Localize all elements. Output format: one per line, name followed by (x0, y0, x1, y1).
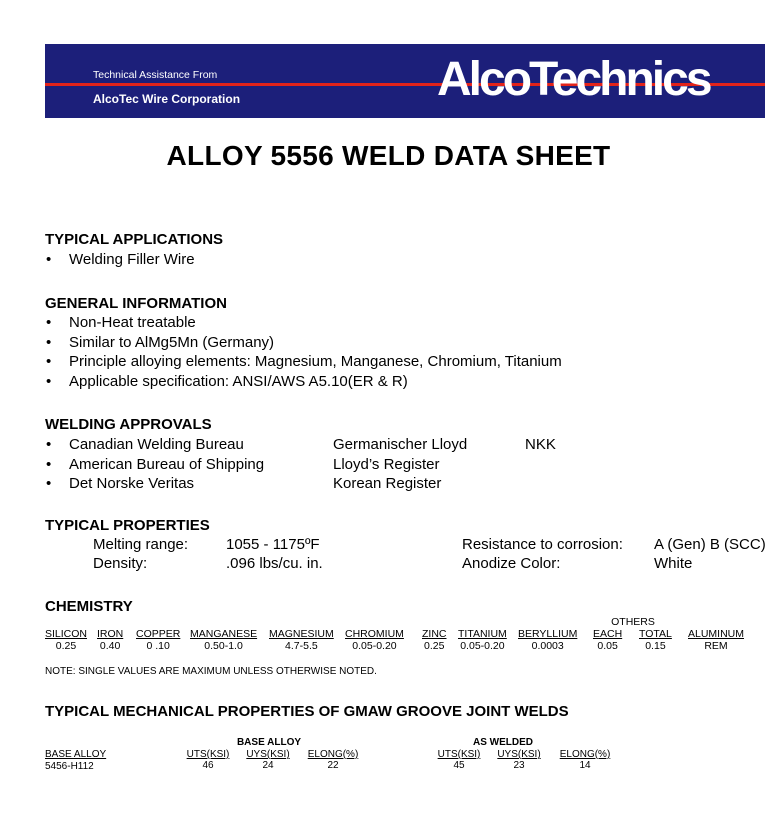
list-item: Germanischer Lloyd (333, 436, 468, 453)
list-item: • Non-Heat treatable (45, 313, 562, 333)
general-information-list (45, 313, 562, 391)
melting-range-value: 1055 - 1175ºF (226, 536, 320, 553)
list-item: • Similar to AlMg5Mn (Germany) (45, 333, 562, 353)
alcotechnics-logo: AlcoTechnics (437, 53, 710, 106)
base-uys: UYS(KSI) 24 (246, 749, 290, 771)
general-information-heading: GENERAL INFORMATION (45, 295, 227, 312)
chemistry-column-iron: IRON 0.40 (97, 628, 124, 652)
list-item: • Welding Filler Wire (45, 250, 195, 270)
base-alloy-value: 5456-H112 (45, 761, 94, 772)
typical-properties-heading: TYPICAL PROPERTIES (45, 517, 210, 534)
list-item: Korean Register (333, 475, 442, 492)
base-alloy-header: BASE ALLOY (45, 749, 107, 760)
list-item: Lloyd’s Register (333, 455, 440, 473)
chemistry-note: NOTE: SINGLE VALUES ARE MAXIMUM UNLESS OTHERWISE NOTED. (45, 666, 377, 677)
density-label: Density: (93, 555, 148, 572)
list-item: • American Bureau of Shipping (45, 455, 264, 475)
chemistry-column-beryllium: BERYLLIUM 0.0003 (518, 628, 578, 652)
list-item: NKK (525, 436, 556, 453)
base-alloy-group-label: BASE ALLOY (236, 737, 302, 748)
chemistry-column-each: EACH 0.05 (593, 628, 623, 652)
chemistry-column-magnesium: MAGNESIUM 4.7-5.5 (269, 628, 334, 652)
chemistry-column-copper: COPPER 0 .10 (136, 628, 181, 652)
header-banner (45, 44, 765, 118)
list-item: • Canadian Welding Bureau (45, 435, 264, 455)
chemistry-column-aluminum: ALUMINUM REM (688, 628, 745, 652)
chemistry-heading: CHEMISTRY (45, 598, 133, 615)
anodize-value: White (654, 555, 693, 572)
banner-tagline: Technical Assistance From (93, 69, 218, 81)
chemistry-column-total: TOTAL 0.15 (639, 628, 672, 652)
welded-uts: UTS(KSI) 45 (437, 749, 481, 771)
welding-approvals-list (45, 435, 264, 494)
corrosion-label: Resistance to corrosion: (462, 536, 623, 553)
anodize-label: Anodize Color: (462, 555, 561, 572)
typical-applications-heading: TYPICAL APPLICATIONS (45, 231, 224, 248)
list-item: • Principle alloying elements: Magnesium, Manganese, Chromium, Titanium (45, 352, 562, 372)
welded-elong: ELONG(%) 14 (559, 749, 611, 771)
page-title: ALLOY 5556 WELD DATA SHEET (166, 140, 611, 171)
base-elong: ELONG(%) 22 (307, 749, 359, 771)
banner-company: AlcoTec Wire Corporation (93, 92, 241, 106)
approvals-column-3 (525, 435, 556, 455)
welding-approvals-heading: WELDING APPROVALS (45, 416, 212, 433)
list-item: • Det Norske Veritas (45, 474, 264, 494)
typical-applications-list (45, 250, 195, 270)
chemistry-column-zinc: ZINC 0.25 (422, 628, 447, 652)
melting-range-label: Melting range: (93, 536, 189, 553)
others-label: OTHERS (611, 616, 655, 628)
chemistry-column-manganese: MANGANESE 0.50-1.0 (190, 628, 258, 652)
approvals-column-2 (333, 435, 467, 494)
base-uts: UTS(KSI) 46 (186, 749, 230, 771)
chemistry-column-silicon: SILICON 0.25 (45, 628, 88, 652)
mechanical-properties-heading: TYPICAL MECHANICAL PROPERTIES OF GMAW GROOVE JOINT WELDS (45, 703, 569, 720)
chemistry-column-chromium: CHROMIUM 0.05-0.20 (345, 628, 404, 652)
density-value: .096 lbs/cu. in. (226, 555, 323, 572)
corrosion-value: A (Gen) B (SCC) (654, 536, 766, 553)
welded-uys: UYS(KSI) 23 (497, 749, 541, 771)
chemistry-column-titanium: TITANIUM 0.05-0.20 (458, 628, 507, 652)
as-welded-group-label: AS WELDED (473, 737, 533, 748)
list-item: • Applicable specification: ANSI/AWS A5.10(ER & R) (45, 372, 562, 392)
